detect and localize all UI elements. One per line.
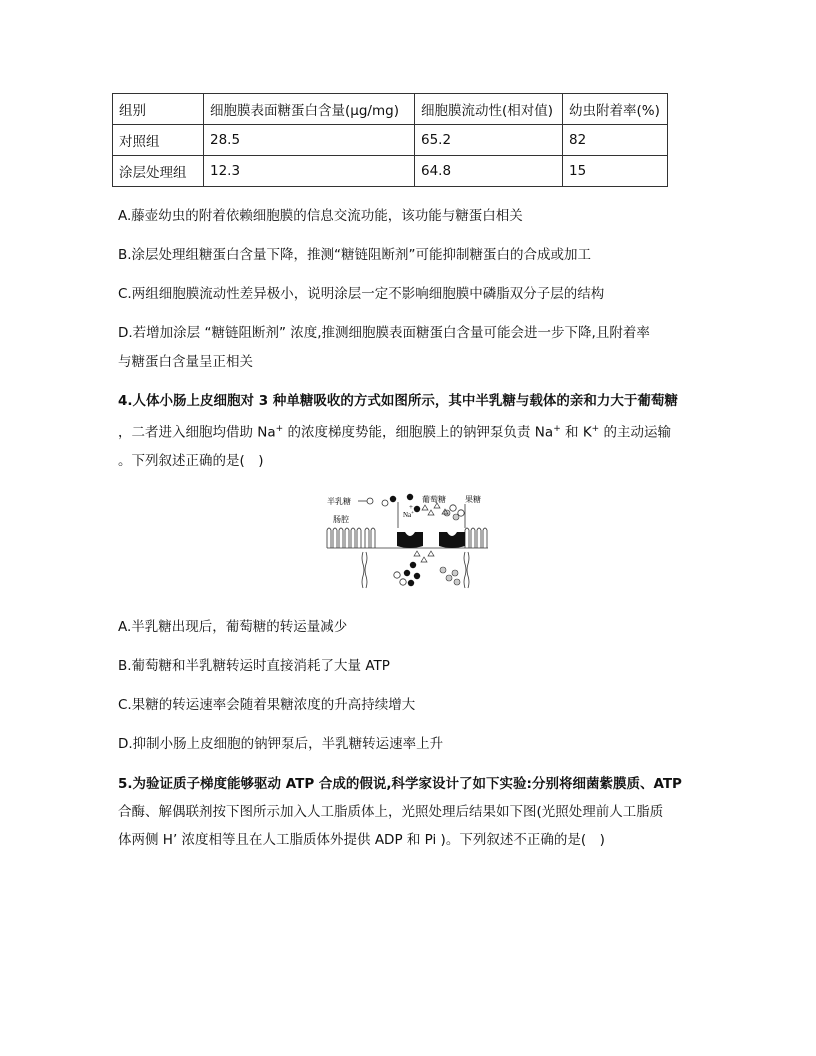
q4-line-1: 4.人体小肠上皮细胞对 3 种单糖吸收的方式如图所示，其中半乳糖与载体的亲和力大于葡萄糖	[118, 393, 678, 409]
table-header-cell: 幼虫附着率(%)	[563, 94, 668, 125]
table-cell: 82	[563, 125, 668, 156]
table-cell: 64.8	[415, 156, 563, 187]
svg-text:+: +	[409, 503, 413, 511]
q4-line-2: ，二者进入细胞均借助 Na+ 的浓度梯度势能，细胞膜上的钠钾泵负责 Na+ 和 K+ 的主动运输	[118, 424, 672, 441]
q4-option-d: D.抑制小肠上皮细胞的钠钾泵后，半乳糖转运速率上升	[118, 736, 444, 752]
sugar-transport-diagram	[325, 490, 490, 590]
label-glucose: 葡萄糖	[422, 495, 446, 504]
q4-option-c: C.果糖的转运速率会随着果糖浓度的升高持续增大	[118, 697, 416, 713]
q3-option-a: A.藤壶幼虫的附着依赖细胞膜的信息交流功能，该功能与糖蛋白相关	[118, 208, 523, 224]
table-cell: 15	[563, 156, 668, 187]
question-4-stem	[118, 387, 698, 475]
table-header-cell: 细胞膜流动性(相对值)	[415, 94, 563, 125]
table-cell: 对照组	[113, 125, 204, 156]
q4-line-3: 。下列叙述正确的是( )	[118, 452, 264, 469]
q3-option-d-line1: D.若增加涂层 “糖链阻断剂” 浓度,推测细胞膜表面糖蛋白含量可能会进一步下降,且附着率	[118, 325, 650, 341]
q3-option-b: B.涂层处理组糖蛋白含量下降，推测“糖链阻断剂”可能抑制糖蛋白的合成或加工	[118, 247, 592, 263]
q5-line-2: 合酶、解偶联剂按下图所示加入人工脂质体上，光照处理后结果如下图(光照处理前人工脂质	[118, 804, 664, 820]
q4-option-b: B.葡萄糖和半乳糖转运时直接消耗了大量 ATP	[118, 658, 390, 674]
label-galactose: 半乳糖	[327, 497, 351, 506]
question-5-stem	[118, 770, 698, 854]
label-na: Na+	[403, 511, 414, 519]
table-cell: 涂层处理组	[113, 156, 204, 187]
table-row	[113, 156, 668, 187]
data-table	[112, 93, 668, 187]
q3-option-d-line2: 与糖蛋白含量呈正相关	[118, 354, 253, 370]
label-fructose: 果糖	[465, 495, 481, 504]
table-cell: 12.3	[204, 156, 415, 187]
table-cell: 28.5	[204, 125, 415, 156]
label-lumen: 肠腔	[333, 515, 349, 524]
q3-option-c: C.两组细胞膜流动性差异极小，说明涂层一定不影响细胞膜中磷脂双分子层的结构	[118, 286, 605, 302]
table-header-cell: 细胞膜表面糖蛋白含量(μg/mg)	[204, 94, 415, 125]
table-cell: 65.2	[415, 125, 563, 156]
table-header-row	[113, 94, 668, 125]
q5-line-1: 5.为验证质子梯度能够驱动 ATP 合成的假说,科学家设计了如下实验:分别将细菌紫膜质、ATP	[118, 776, 682, 792]
q5-line-3: 体两侧 H’ 浓度相等且在人工脂质体外提供 ADP 和 Pi )。下列叙述不正确的是( )	[118, 832, 605, 848]
q4-option-a: A.半乳糖出现后，葡萄糖的转运量减少	[118, 619, 348, 635]
table-header-cell: 组别	[113, 94, 204, 125]
table-row	[113, 125, 668, 156]
